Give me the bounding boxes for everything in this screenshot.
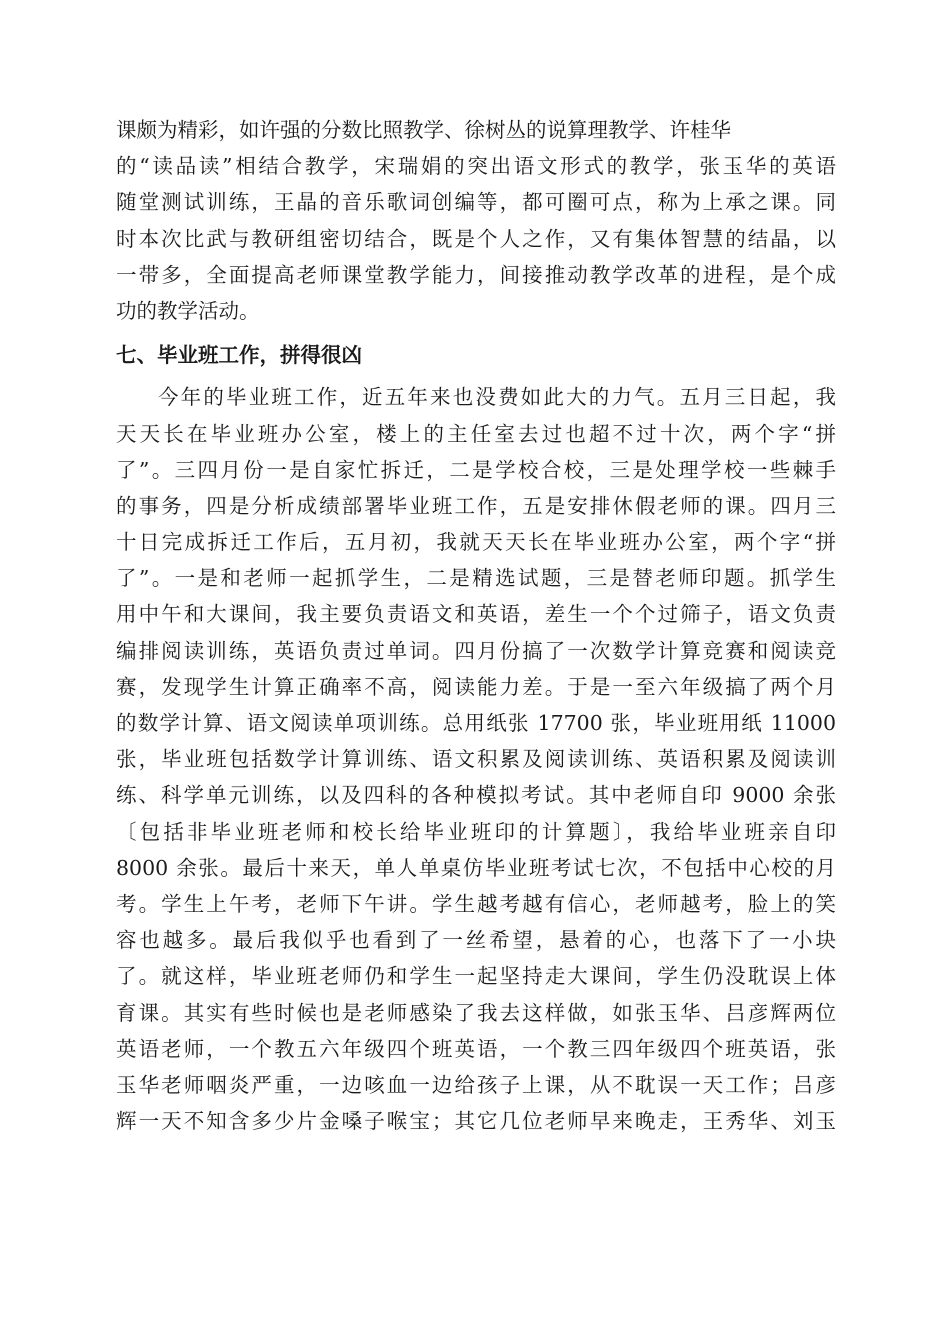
text-line: 的“读品读”相结合教学，宋瑞娟的突出语文形式的教学，张玉华的英语 [116,154,836,179]
section-heading: 七、毕业班工作，拼得很凶 [116,343,362,368]
paragraph-1 [116,112,836,329]
text-line: 练、科学单元训练，以及四科的各种模拟考试。其中老师自印 9000 余张 [116,783,836,808]
text-line: 的事务，四是分析成绩部署毕业班工作，五是安排休假老师的课。四月三 [116,493,836,518]
text-line: 一带多，全面提高老师课堂教学能力，间接推动教学改革的进程，是个成 [116,262,836,287]
text-line: 辉一天不知含多少片金嗓子喉宝；其它几位老师早来晚走，王秀华、刘玉 [116,1109,836,1134]
paragraph-2 [116,379,836,1139]
text-line: 课颇为精彩，如许强的分数比照教学、徐树丛的说算理教学、许桂华 [116,118,731,142]
text-line: 功的教学活动。 [116,298,260,323]
text-line: 育课。其实有些时候也是老师感染了我去这样做，如张玉华、吕彦辉两位 [116,1000,836,1025]
text-line: 用中午和大课间，我主要负责语文和英语，差生一个个过筛子，语文负责 [116,602,836,627]
text-line: 随堂测试训练，王晶的音乐歌词创编等，都可圈可点，称为上承之课。同 [116,190,836,215]
text-line: 8000 余张。最后十来天，单人单桌仿毕业班考试七次，不包括中心校的月 [116,855,836,880]
text-line: 了”。三四月份一是自家忙拆迁，二是学校合校，三是处理学校一些棘手 [116,457,836,482]
text-line: 时本次比武与教研组密切结合，既是个人之作，又有集体智慧的结晶，以 [116,226,836,251]
text-line: 了。就这样，毕业班老师仍和学生一起坚持走大课间，学生仍没耽误上体 [116,964,836,989]
text-line: 张，毕业班包括数学计算训练、语文积累及阅读训练、英语积累及阅读训 [116,747,836,772]
text-line: 十日完成拆迁工作后，五月初，我就天天长在毕业班办公室，两个字“拼 [116,530,836,555]
text-line: 天天长在毕业班办公室，楼上的主任室去过也超不过十次，两个字“拼 [116,421,836,446]
text-line: 今年的毕业班工作，近五年来也没费如此大的力气。五月三日起，我 [158,385,836,410]
text-line: 编排阅读训练，英语负责过单词。四月份搞了一次数学计算竞赛和阅读竞 [116,638,836,663]
text-line: 〔包括非毕业班老师和校长给毕业班印的计算题〕，我给毕业班亲自印 [116,819,836,844]
text-line: 了”。一是和老师一起抓学生，二是精选试题，三是替老师印题。抓学生 [116,566,836,591]
document-body [116,112,836,1139]
text-line: 玉华老师咽炎严重，一边咳血一边给孩子上课，从不耽误一天工作；吕彦 [116,1072,836,1097]
text-line: 的数学计算、语文阅读单项训练。总用纸张 17700 张，毕业班用纸 11000 [116,711,836,735]
text-line: 赛，发现学生计算正确率不高，阅读能力差。于是一至六年级搞了两个月 [116,674,836,699]
text-line: 容也越多。最后我似乎也看到了一丝希望，悬着的心，也落下了一小块 [116,928,836,953]
text-line: 考。学生上午考，老师下午讲。学生越考越有信心，老师越考，脸上的笑 [116,891,836,916]
text-line: 英语老师，一个教五六年级四个班英语，一个教三四年级四个班英语，张 [116,1036,836,1061]
